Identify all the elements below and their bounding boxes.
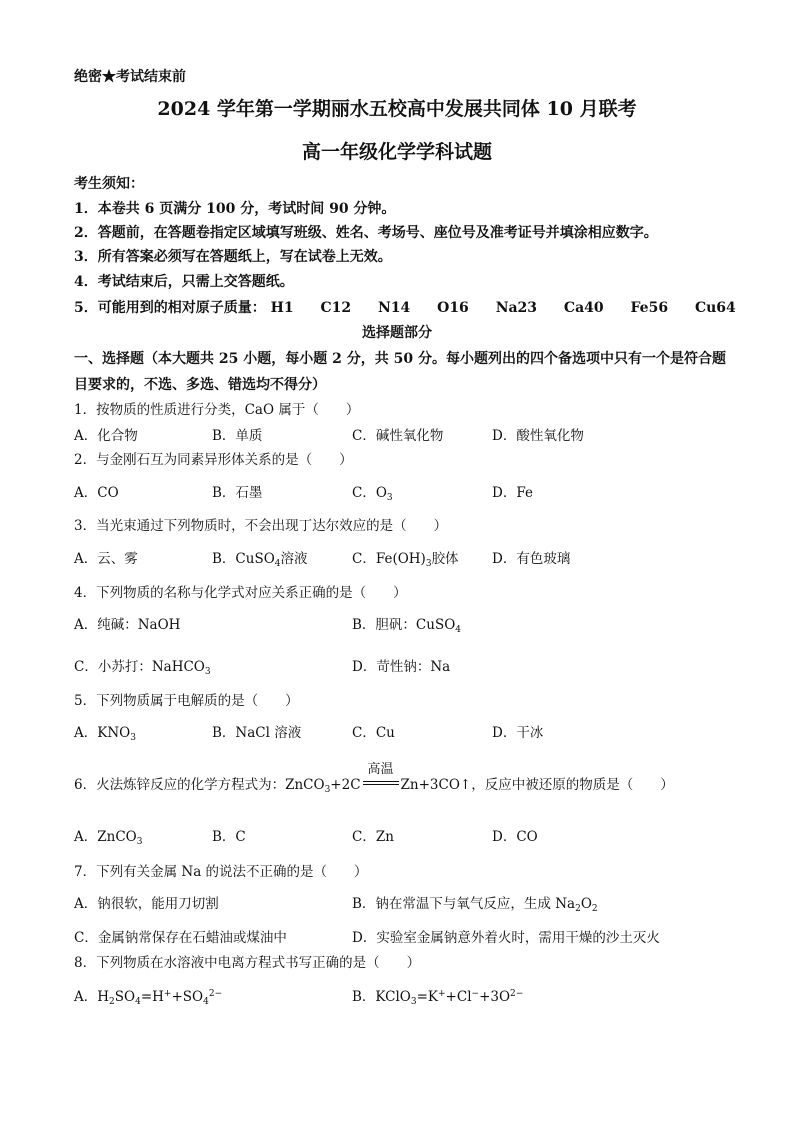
notice-item: 4．考试结束后，只需上交答题纸。 <box>74 274 294 290</box>
atomic-mass: Na23 <box>495 300 538 316</box>
q1-option-d: D．酸性氧化物 <box>492 428 584 444</box>
notice-item: 3．所有答案必须写在答题纸上，写在试卷上无效。 <box>74 249 392 265</box>
q4-option-d: D．苛性钠：Na <box>352 659 451 675</box>
q7-option-d: D．实验室金属钠意外着火时，需用干燥的沙土灭火 <box>352 930 660 946</box>
exam-subtitle: 高一年级化学学科试题 <box>301 141 492 163</box>
notice-item: 2．答题前，在答题卷指定区域填写班级、姓名、考场号、座位号及准考证号并填涂相应数字。 <box>74 225 658 241</box>
question-1-stem: 1．按物质的性质进行分类，CaO 属于（ ） <box>74 402 360 418</box>
q6-option-d: D．CO <box>492 829 538 845</box>
q1-option-c: C．碱性氧化物 <box>352 428 444 444</box>
q3-option-d: D．有色玻璃 <box>492 551 571 567</box>
equals-sign <box>363 781 399 785</box>
question-7-stem: 7．下列有关金属 Na 的说法不正确的是（ ） <box>74 864 368 880</box>
q6-option-a: A．ZnCO$_3$ <box>74 829 143 847</box>
question-2-stem: 2．与金刚石互为同素异形体关系的是（ ） <box>74 452 353 468</box>
q5-option-b: B．NaCl 溶液 <box>212 725 302 741</box>
q8-option-a: A．$H_2SO_4=H^++SO_4^{2-}$ <box>74 989 223 1007</box>
q8-option-b: B．$KClO_3=K^++Cl^-+3O^{2-}$ <box>352 989 524 1007</box>
q3-option-c: C．$Fe(OH)_3$胶体 <box>352 551 459 569</box>
q1-option-b: B．单质 <box>212 428 263 444</box>
q5-option-c: C．Cu <box>352 725 395 741</box>
q4-option-a: A．纯碱：NaOH <box>74 617 181 633</box>
exam-title: 2024 学年第一学期丽水五校高中发展共同体 10 月联考 <box>157 98 637 120</box>
q6-option-b: B．C <box>212 829 246 845</box>
q2-option-a: A．CO <box>74 485 119 501</box>
confidential-mark: 绝密★考试结束前 <box>74 69 186 85</box>
atomic-mass: C12 <box>320 300 352 316</box>
atomic-masses-label: 5．可能用到的相对原子质量： <box>74 300 266 316</box>
question-5-stem: 5．下列物质属于电解质的是（ ） <box>74 693 299 709</box>
atomic-mass: O16 <box>437 300 469 316</box>
section-heading: 一、选择题（本大题共 25 小题，每小题 2 分，共 50 分。每小题列出的四个备选项中只有一个是符合题目要求的，不选、多选、错选均不得分） <box>74 351 726 393</box>
q3-option-b: B．CuSO$_4$溶液 <box>212 551 308 569</box>
q1-option-a: A．化合物 <box>74 428 138 444</box>
atomic-mass: Fe56 <box>630 300 669 316</box>
atomic-mass: H1 <box>270 300 294 316</box>
notice-heading: 考生须知： <box>74 176 144 192</box>
q4-option-c: C．小苏打：NaHCO$_3$ <box>74 659 211 677</box>
question-8-stem: 8．下列物质在水溶液中电离方程式书写正确的是（ ） <box>74 955 421 971</box>
q4-option-b: B．胆矾：CuSO$_4$ <box>352 617 461 635</box>
question-3-stem: 3．当光束通过下列物质时，不会出现丁达尔效应的是（ ） <box>74 518 448 534</box>
atomic-masses-line <box>74 297 758 317</box>
q5-option-a: A．$KNO_3$ <box>74 725 136 743</box>
q7-option-a: A．钠很软，能用刀切割 <box>74 896 219 912</box>
q5-option-d: D．干冰 <box>492 725 544 741</box>
question-4-stem: 4．下列物质的名称与化学式对应关系正确的是（ ） <box>74 585 407 601</box>
reaction-condition: 高温 <box>361 777 401 793</box>
q2-option-b: B．石墨 <box>212 485 263 501</box>
question-6-stem: 6．火法炼锌反应的化学方程式为：ZnCO$_3$+2C 高温 Zn+3CO↑，反应中被还原的物质是（ ） <box>74 762 674 795</box>
q7-option-b: B．钠在常温下与氧气反应，生成 $Na_2O_2$ <box>352 896 598 914</box>
notice-item: 1．本卷共 6 页满分 100 分，考试时间 90 分钟。 <box>74 201 396 217</box>
q3-option-a: A．云、雾 <box>74 551 138 567</box>
q7-option-c: C．金属钠常保存在石蜡油或煤油中 <box>74 930 287 946</box>
atomic-mass: Ca40 <box>563 300 604 316</box>
q2-option-c: C．$O_3$ <box>352 485 393 503</box>
atomic-mass: Cu64 <box>694 300 736 316</box>
atomic-mass: N14 <box>377 300 411 316</box>
q6-option-c: C．Zn <box>352 829 394 845</box>
section-label: 选择题部分 <box>362 325 432 341</box>
q2-option-d: D．Fe <box>492 485 533 501</box>
